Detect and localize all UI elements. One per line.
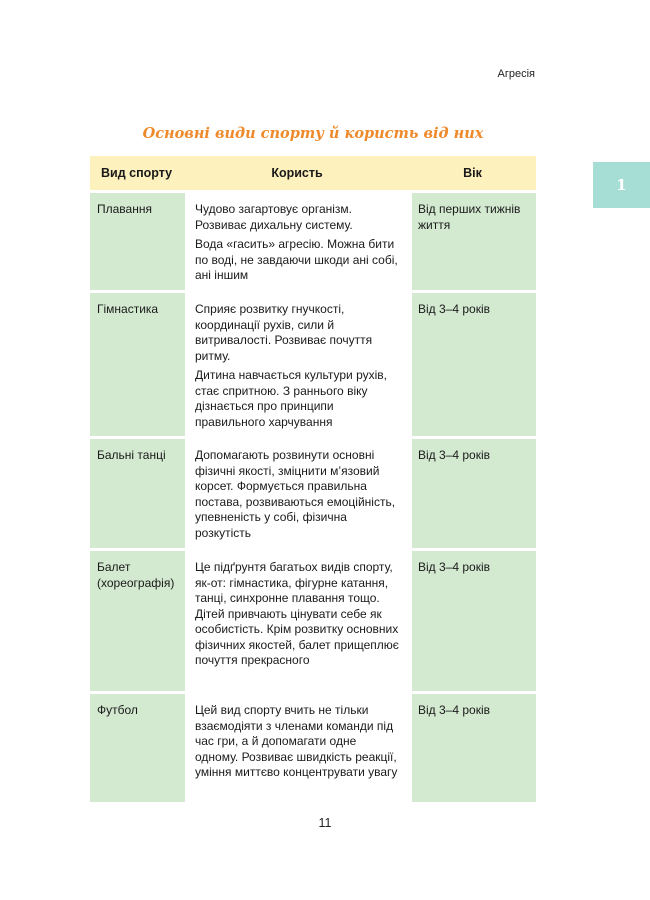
benefit-cell [185, 551, 409, 694]
table-title: Основні види спорту й користь від них [142, 125, 484, 142]
benefit-cell [185, 694, 409, 805]
table-row [90, 551, 536, 694]
benefit-cell [185, 193, 409, 293]
column-header-benefit: Користь [185, 156, 409, 193]
chapter-number: 1 [616, 176, 627, 194]
benefit-paragraph: Цей вид спорту вчить не тільки взаємодіяти з членами команди під час гри, а й допомагати одне одному. Розвиває швидкість реакції, уміння миттєво концентрувати увагу [195, 703, 398, 779]
benefit-paragraph: Чудово загартовує організм. Розвиває дихальну систему. [195, 202, 353, 232]
benefit-paragraph: Це підґрунтя багатьох видів спорту, як-от: гімнастика, фігурне катання, танці, синхронне плавання тощо. Дітей привчають цінувати себе як особистість. Крім розвитку основних фізичних якостей, балет прищеплює почуття прекрасного [195, 560, 399, 667]
sport-cell: Балет (хореографія) [90, 551, 185, 694]
age-cell: Від 3–4 років [409, 439, 536, 551]
table-row [90, 193, 536, 293]
age-cell: Від 3–4 років [409, 694, 536, 805]
sport-cell: Футбол [90, 694, 185, 805]
page-number: 11 [318, 816, 332, 830]
benefit-cell [185, 293, 409, 439]
table-header-row [90, 156, 536, 193]
table-row [90, 439, 536, 551]
benefit-paragraph: Допомагають розвинути основні фізичні якості, зміцнити м’язовий корсет. Формується правильна постава, розвиваються емоційність, упевненість у собі, фізична розкутість [195, 448, 396, 540]
benefit-paragraph: Дитина навчається культури рухів, стає спритною. З раннього віку дізнається про принципи правильного харчування [195, 368, 387, 429]
sport-cell: Бальні танці [90, 439, 185, 551]
table-row [90, 694, 536, 805]
chapter-tab [593, 162, 650, 208]
sports-table [90, 156, 536, 805]
benefit-paragraph: Вода «гасить» агресію. Можна бити по воді, не завдаючи шкоди ані собі, ані іншим [195, 237, 398, 282]
running-header: Агресія [497, 68, 535, 80]
age-cell: Від 3–4 років [409, 293, 536, 439]
age-cell: Від 3–4 років [409, 551, 536, 694]
table-row [90, 293, 536, 439]
benefit-paragraph: Сприяє розвитку гнучкості, координації рухів, сили й витривалості. Розвиває почуття ритму. [195, 302, 373, 363]
sport-cell: Плавання [90, 193, 185, 293]
column-header-age: Вік [409, 156, 536, 193]
column-header-sport: Вид спорту [90, 156, 185, 193]
benefit-cell [185, 439, 409, 551]
age-cell: Від перших тижнів життя [409, 193, 536, 293]
sport-cell: Гімнастика [90, 293, 185, 439]
